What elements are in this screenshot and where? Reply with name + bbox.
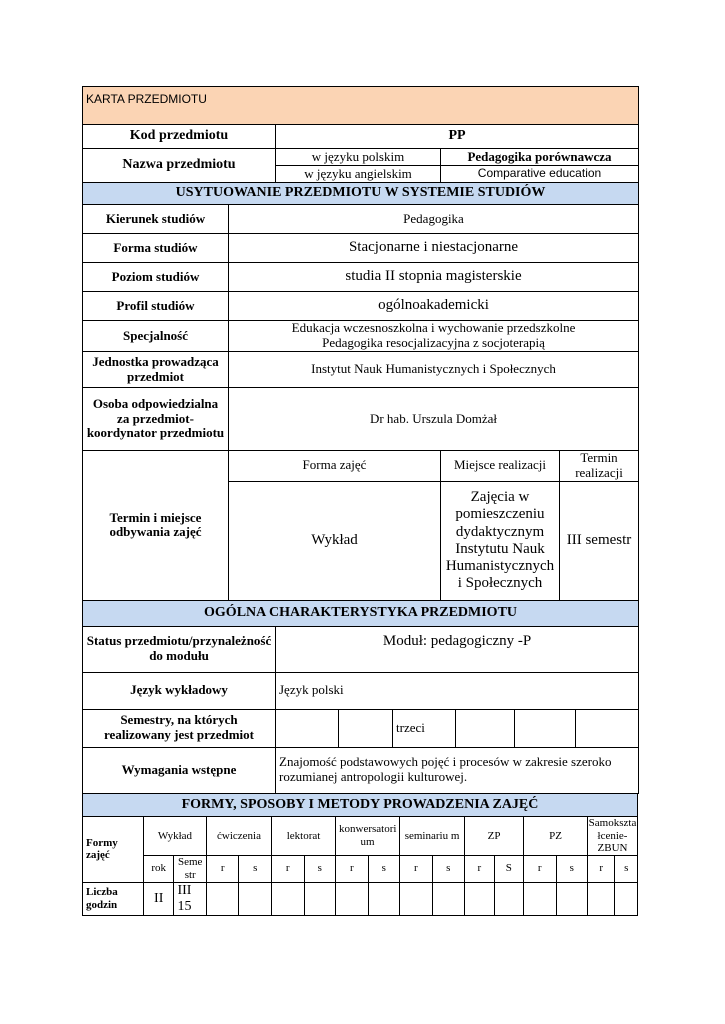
empty-cell xyxy=(524,882,557,915)
profil-label: Profil studiów xyxy=(83,292,229,321)
empty-cell xyxy=(206,882,239,915)
wyklad-header: Wykład xyxy=(143,816,206,855)
wymagania-value: Znajomość podstawowych pojęć i procesów w zakresie szeroko rozumianej antropologii kulturowej. xyxy=(276,747,639,793)
forma-label: Forma studiów xyxy=(83,234,229,263)
course-card xyxy=(82,86,638,916)
card-title: KARTA PRZEDMIOTU xyxy=(83,87,639,125)
jezyk-label: Język wykładowy xyxy=(83,672,276,709)
profil-value: ogólnoakademicki xyxy=(229,292,639,321)
empty-cell xyxy=(432,882,465,915)
wymagania-label: Wymagania wstępne xyxy=(83,747,276,793)
specjalnosc-label: Specjalność xyxy=(83,321,229,352)
section-forms-title: FORMY, SPOSOBY I METODY PROWADZENIA ZAJĘĆ xyxy=(83,793,638,816)
empty-cell xyxy=(588,882,615,915)
termin-col1-header: Forma zajęć xyxy=(229,451,441,482)
semestr-cell-6 xyxy=(576,709,639,747)
zp-r: r xyxy=(465,855,494,882)
semestr-cell-5 xyxy=(515,709,576,747)
sam-r: r xyxy=(588,855,615,882)
empty-cell xyxy=(304,882,336,915)
section-placement-title: USYTUOWANIE PRZEDMIOTU W SYSTEMIE STUDIÓW xyxy=(83,183,639,205)
termin-col2-value: Zajęcia w pomieszczeniu dydaktycznym Instytutu Nauk Humanistycznych i Społecznych xyxy=(441,481,560,600)
empty-cell xyxy=(336,882,369,915)
lek-r: r xyxy=(272,855,305,882)
samoksztalcenie-header: Samokszta łcenie- ZBUN xyxy=(588,816,637,855)
jezyk-value: Język polski xyxy=(276,672,639,709)
liczba-rok-value: II xyxy=(143,882,173,915)
sam-s: s xyxy=(615,855,638,882)
kierunek-label: Kierunek studiów xyxy=(83,205,229,234)
empty-cell xyxy=(400,882,433,915)
termin-col2-header: Miejsce realizacji xyxy=(441,451,560,482)
code-label: Kod przedmiotu xyxy=(83,125,276,149)
forms-table xyxy=(82,793,638,916)
liczba-godzin-label: Liczba godzin xyxy=(83,882,144,915)
empty-cell xyxy=(615,882,638,915)
empty-cell xyxy=(465,882,494,915)
liczba-semestr-value: III 15 xyxy=(174,882,207,915)
cw-r: r xyxy=(206,855,239,882)
pz-r: r xyxy=(524,855,557,882)
semestr-cell-1 xyxy=(276,709,339,747)
termin-col3-header: Termin realizacji xyxy=(560,451,639,482)
osoba-label: Osoba odpowiedzialna za przedmiot- koordynator przedmiotu xyxy=(83,388,229,451)
empty-cell xyxy=(272,882,305,915)
semestr-cell-4 xyxy=(456,709,515,747)
termin-col3-value: III semestr xyxy=(560,481,639,600)
empty-cell xyxy=(494,882,523,915)
name-pl-label: w języku polskim xyxy=(276,149,441,166)
konwersatorium-header: konwersatori um xyxy=(336,816,400,855)
zp-header: ZP xyxy=(465,816,524,855)
specjalnosc-value-1: Edukacja wczesnoszkolna i wychowanie przedszkolne xyxy=(291,320,576,336)
seminarium-header: seminariu m xyxy=(400,816,465,855)
status-value: Moduł: pedagogiczny -P xyxy=(276,626,639,672)
empty-cell xyxy=(239,882,272,915)
jednostka-label: Jednostka prowadząca przedmiot xyxy=(83,352,229,388)
termin-label: Termin i miejsce odbywania zajęć xyxy=(83,451,229,601)
rok-header: rok xyxy=(143,855,173,882)
cwiczenia-header: ćwiczenia xyxy=(206,816,271,855)
empty-cell xyxy=(368,882,400,915)
formy-label: Formy zajęć xyxy=(83,816,144,882)
status-label: Status przedmiotu/przynależność do modułu xyxy=(83,626,276,672)
name-pl-value: Pedagogika porównawcza xyxy=(441,149,639,166)
name-en-value: Comparative education xyxy=(441,166,639,183)
poziom-value: studia II stopnia magisterskie xyxy=(229,263,639,292)
zp-s: S xyxy=(494,855,523,882)
specjalnosc-value xyxy=(229,321,639,352)
kierunek-value: Pedagogika xyxy=(229,205,639,234)
lektorat-header: lektorat xyxy=(272,816,336,855)
poziom-label: Poziom studiów xyxy=(83,263,229,292)
empty-cell xyxy=(556,882,588,915)
pz-header: PZ xyxy=(524,816,588,855)
pz-s: s xyxy=(556,855,588,882)
specjalnosc-value-2: Pedagogika resocjalizacyjna z socjoterapią xyxy=(322,335,545,350)
semestr-header: Seme str xyxy=(174,855,207,882)
lek-s: s xyxy=(304,855,336,882)
cw-s: s xyxy=(239,855,272,882)
characteristics-table xyxy=(82,600,639,794)
osoba-value: Dr hab. Urszula Domżał xyxy=(229,388,639,451)
forma-value: Stacjonarne i niestacjonarne xyxy=(229,234,639,263)
name-en-label: w języku angielskim xyxy=(276,166,441,183)
code-value: PP xyxy=(276,125,639,149)
semestry-label: Semestry, na których realizowany jest przedmiot xyxy=(83,709,276,747)
section-characteristics-title: OGÓLNA CHARAKTERYSTYKA PRZEDMIOTU xyxy=(83,600,639,626)
jednostka-value: Instytut Nauk Humanistycznych i Społecznych xyxy=(229,352,639,388)
sem-r: r xyxy=(400,855,433,882)
sem-s: s xyxy=(432,855,465,882)
course-table xyxy=(82,86,639,601)
name-label: Nazwa przedmiotu xyxy=(83,149,276,183)
kon-r: r xyxy=(336,855,369,882)
kon-s: s xyxy=(368,855,400,882)
semestr-cell-3: trzeci xyxy=(393,709,456,747)
semestr-cell-2 xyxy=(339,709,393,747)
termin-col1-value: Wykład xyxy=(229,481,441,600)
